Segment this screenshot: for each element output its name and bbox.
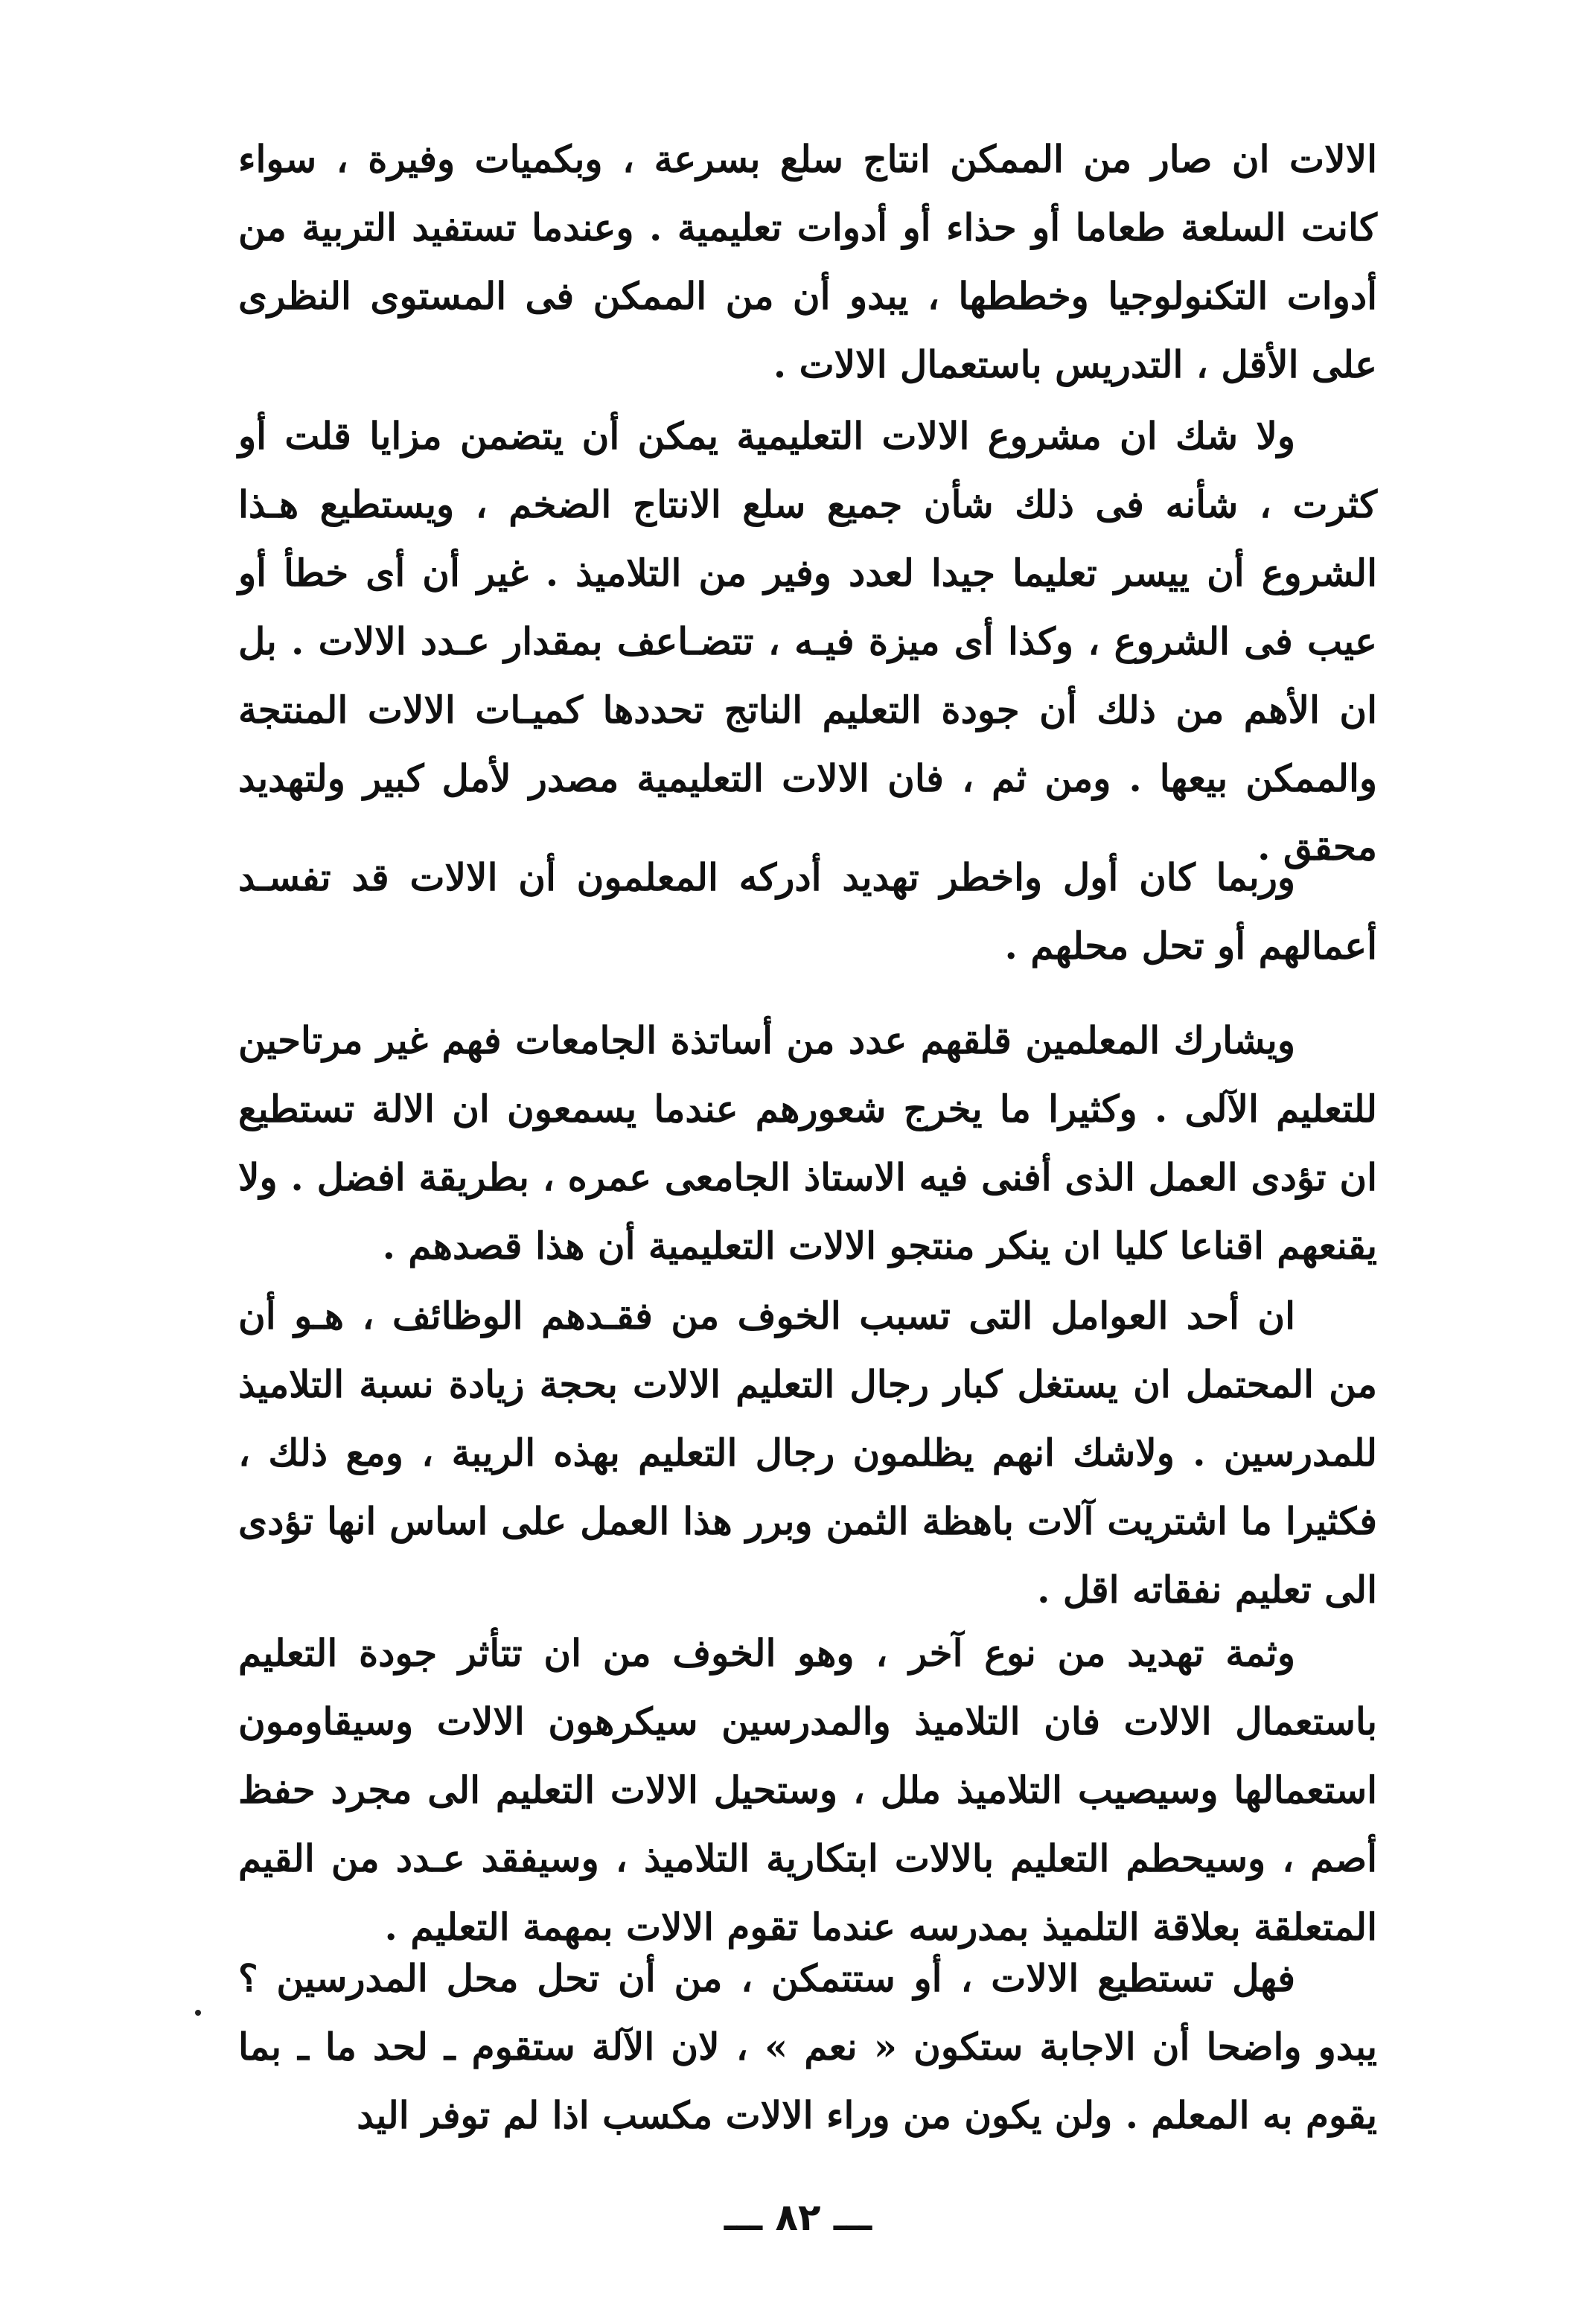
margin-dot [195,2010,201,2016]
paragraph-7: فهل تستطيع الالات ، أو ستتمكن ، من أن تحل محل المدرسين ؟ يبدو واضحا أن الاجابة ستكون « نعم » ، لان الآلة ستقوم ـ لحد ما ـ بما يقوم به المعلم . ولن يكون من وراء الالات مكسب اذا لم توفر اليد [238,1956,1377,2137]
paragraph-6: وثمة تهديد من نوع آخر ، وهو الخوف من ان تتأثر جودة التعليم باستعمال الالات فان التلاميذ والمدرسين سيكرهون الالات وسيقاومون استعمالها وسيصيب التلاميذ ملل ، وستحيل الالات التعليم الى مجرد حفظ أصم ، وسيحطم التعليم بالالات ابتكارية التلاميذ ، وسيفقد عـدد من القيم المتعلقة بعلاقة التلميذ بمدرسه عندما تقوم الالات بمهمة التعليم . [238,1631,1377,1949]
paragraph-1: الالات ان صار من الممكن انتاج سلع بسرعة ، وبكميات وفيرة ، سواء كانت السلعة طعاما أو حذاء أو أدوات تعليمية . وعندما تستفيد التربية من أدوات التكنولوجيا وخططها ، يبدو أن من الممكن فى المستوى النظرى على الأقل ، التدريس باستعمال الالات . [238,137,1377,386]
paragraph-3: وربما كان أول واخطر تهديد أدركه المعلمون أن الالات قد تفسـد أعمالهم أو تحل محلهم . [238,855,1377,968]
page-number: ـــ ٨٢ ـــ [724,2196,872,2239]
paragraph-5: ان أحد العوامل التى تسبب الخوف من فقـدهم الوظائف ، هـو أن من المحتمل ان يستغل كبار رجال التعليم الالات بحجة زيادة نسبة التلاميذ للمدرسين . ولاشك انهم يظلمون رجال التعليم بهذه الريبة ، ومع ذلك ، فكثيرا ما اشتريت آلات باهظة الثمن وبرر هذا العمل على اساس انها تؤدى الى تعليم نفقاته اقل . [238,1294,1377,1612]
paragraph-2: ولا شك ان مشروع الالات التعليمية يمكن أن يتضمن مزايا قلت أو كثرت ، شأنه فى ذلك شأن جميع سلع الانتاج الضخم ، ويستطيع هـذا الشروع أن ييسر تعليما جيدا لعدد وفير من التلاميذ . غير أن أى خطأ أو عيب فى الشروع ، وكذا أى ميزة فيـه ، تتضـاعف بمقدار عـدد الالات . بل ان الأهم من ذلك أن جودة التعليم الناتج تحددها كميـات الالات المنتجة والممكن بيعها . ومن ثم ، فان الالات التعليمية مصدر لأمل كبير ولتهديد محقق . [238,414,1377,869]
paragraph-4: ويشارك المعلمين قلقهم عدد من أساتذة الجامعات فهم غير مرتاحين للتعليم الآلى . وكثيرا ما يخرج شعورهم عندما يسمعون ان الالة تستطيع ان تؤدى العمل الذى أفنى فيه الاستاذ الجامعى عمره ، بطريقة افضل . ولا يقنعهم اقناعا كليا ان ينكر منتجو الالات التعليمية أن هذا قصدهم . [238,1018,1377,1268]
